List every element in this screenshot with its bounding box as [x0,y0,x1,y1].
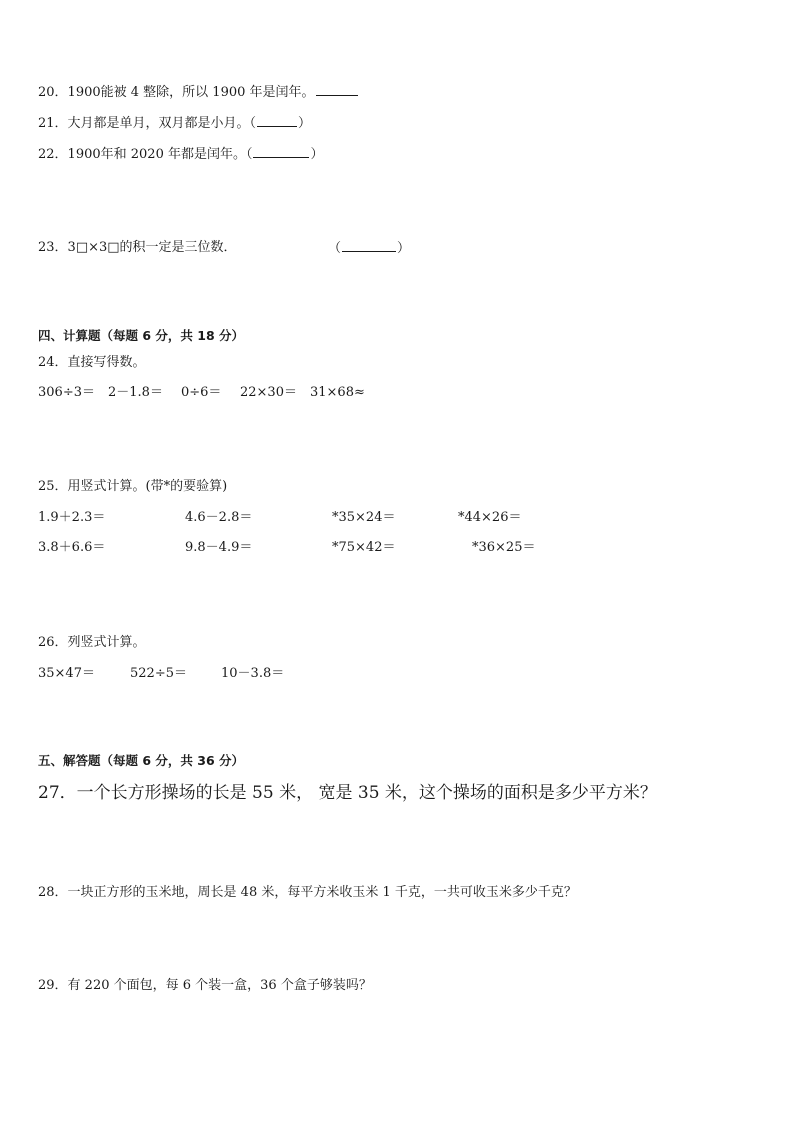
question-23 [38,239,237,257]
q24-item-3: 0÷6＝ [181,385,222,400]
q24-item-5: 31×68≈ [310,385,365,400]
q26-item-1: 35×47＝ [38,666,95,681]
q24-item-1: 306÷3＝ [38,385,95,400]
q24-item-2: 2－1.8＝ [108,385,163,400]
q25-row1-item-3: *35×24＝ [332,510,396,525]
question-20 [38,83,359,102]
question-23-close-paren: ） [397,241,411,256]
question-25: 25．用竖式计算。(带*的要验算) [38,479,228,494]
q24-item-4: 22×30＝ [240,385,297,400]
question-26: 26．列竖式计算。 [38,635,146,650]
question-27: 27．一个长方形操场的长是 55 米， 宽是 35 米，这个操场的面积是多少平方米？ [38,783,657,803]
question-28: 28．一块正方形的玉米地，周长是 48 米，每平方米收玉米 1 千克，一共可收玉米多少千克？ [38,885,577,900]
question-29: 29．有 220 个面包，每 6 个装一盒，36 个盒子够装吗？ [38,978,372,993]
q25-row2-item-1: 3.8＋6.6＝ [38,540,106,555]
answer-blank-23[interactable] [342,239,396,252]
question-21-text: 21．大月都是单月，双月都是小月。（ [38,116,257,131]
question-23-answer [328,239,410,258]
question-21 [38,114,311,133]
question-22 [38,145,324,164]
q26-item-3: 10－3.8＝ [221,666,285,681]
question-21-close-paren: ） [298,116,312,131]
q25-row2-item-4: *36×25＝ [472,540,536,555]
section-5-heading: 五、解答题（每题 6 分，共 36 分） [38,753,245,768]
question-24: 24．直接写得数。 [38,355,146,370]
answer-blank-20[interactable] [316,83,358,96]
q25-row1-item-2: 4.6－2.8＝ [185,510,253,525]
question-23-text: 23．3□×3□的积一定是三位数． [38,240,237,255]
answer-blank-21[interactable] [257,114,297,127]
q26-item-2: 522÷5＝ [130,666,187,681]
section-4-heading: 四、计算题（每题 6 分，共 18 分） [38,328,245,343]
q25-row2-item-3: *75×42＝ [332,540,396,555]
q25-row1-item-4: *44×26＝ [458,510,522,525]
question-23-open-paren: （ [328,241,342,256]
question-22-close-paren: ） [310,147,324,162]
question-22-text: 22．1900年和 2020 年都是闰年。（ [38,147,253,162]
answer-blank-22[interactable] [253,145,309,158]
q25-row1-item-1: 1.9＋2.3＝ [38,510,106,525]
q25-row2-item-2: 9.8－4.9＝ [185,540,253,555]
question-20-text: 20．1900能被 4 整除，所以 1900 年是闰年。 [38,85,315,100]
